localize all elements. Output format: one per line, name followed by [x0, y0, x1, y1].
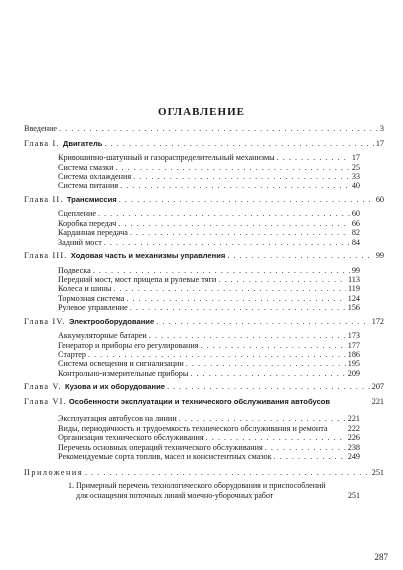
- toc-item-page: 40: [351, 181, 360, 191]
- leader-dots: [104, 139, 373, 150]
- chapter-page: 221: [371, 396, 384, 406]
- toc-item: [0, 163, 403, 172]
- chapter-title: Трансмиссия: [66, 194, 117, 204]
- toc-entry-intro: [0, 124, 403, 135]
- toc-item-page: 33: [351, 172, 360, 181]
- toc-item-label: Рулевое управление: [58, 303, 128, 313]
- appendix-page: 251: [371, 467, 384, 477]
- toc-item: [0, 331, 403, 340]
- leader-dots: [179, 414, 346, 423]
- toc-item-page: 177: [347, 340, 360, 350]
- leader-dots: [265, 443, 346, 452]
- toc-item: [0, 433, 403, 442]
- toc-item-label: Подвеска: [58, 265, 91, 275]
- leader-dots: [126, 294, 345, 303]
- toc-item-label: Коробка передач: [58, 218, 117, 228]
- toc-item: [0, 341, 403, 350]
- chapter-number: Глава III.: [24, 251, 68, 261]
- leader-dots: [167, 382, 370, 393]
- toc-item-page: 195: [347, 359, 360, 369]
- toc-item-page: 82: [351, 228, 360, 238]
- toc-item-page: 17: [351, 153, 360, 163]
- toc-item-label: Рекомендуемые сорта топлив, масел и консистентных смазок: [58, 452, 272, 462]
- chapter-heading: [0, 382, 403, 393]
- leader-dots: [59, 124, 378, 135]
- leader-dots: [218, 275, 346, 284]
- leader-dots: [274, 452, 346, 461]
- toc-entry-label: Введение: [24, 124, 58, 133]
- leader-dots: [277, 153, 350, 162]
- toc-item-page: 209: [347, 368, 360, 378]
- toc-item: [0, 294, 403, 303]
- toc-item-page: 66: [351, 218, 360, 228]
- toc-item: [0, 219, 403, 228]
- toc-item-page: 238: [347, 442, 360, 452]
- toc-item-label: Задний мост: [58, 237, 102, 247]
- toc-item-page: 119: [348, 284, 360, 294]
- toc-item-label: Система освещения и сигнализации: [58, 359, 184, 369]
- toc-item: [0, 238, 403, 247]
- toc-item: [0, 359, 403, 368]
- leader-dots: [133, 172, 350, 181]
- toc-item: [0, 153, 403, 162]
- toc-item-label: Организация технического обслуживания: [58, 433, 204, 443]
- toc-item-page: 113: [348, 275, 360, 285]
- chapter-heading: [0, 139, 403, 150]
- leader-dots: [118, 219, 350, 228]
- toc-item-page: 99: [351, 265, 360, 275]
- appendix-item-label: 1. Примерный перечень технологического оборудования и приспособлений для оснащения поточных линий моечно-уборочных работ: [68, 481, 326, 500]
- toc-item-label: Система охлаждения: [58, 172, 132, 181]
- leader-dots: [85, 468, 370, 479]
- toc-title: ОГЛАВЛЕНИЕ: [158, 106, 245, 118]
- leader-dots: [119, 195, 374, 206]
- toc-item-label: Карданная передача: [58, 228, 128, 238]
- chapter-heading: [0, 317, 403, 328]
- appendix-item-page: 251: [348, 490, 360, 500]
- leader-dots: [190, 369, 345, 378]
- leader-dots: [149, 331, 346, 340]
- toc-item-page: 186: [347, 350, 360, 360]
- chapter-heading: [0, 195, 403, 206]
- chapter-number: Глава IV.: [24, 316, 66, 326]
- toc-item: [0, 284, 403, 293]
- chapter-number: Глава VI.: [24, 396, 67, 406]
- page-number: 287: [374, 552, 388, 562]
- chapter-page: 99: [375, 251, 384, 261]
- appendix-heading: [0, 468, 403, 479]
- leader-dots: [104, 238, 350, 247]
- chapter-number: Глава II.: [24, 194, 64, 204]
- leader-dots: [98, 209, 350, 218]
- toc-item: [0, 350, 403, 359]
- toc-item: [0, 181, 403, 190]
- toc-item: [0, 275, 403, 284]
- toc-item-page: 25: [351, 162, 360, 172]
- toc-item-page: 156: [347, 303, 360, 313]
- chapter-page: 207: [371, 382, 384, 392]
- toc-item-label: Аккумуляторные батареи: [58, 331, 147, 341]
- toc-item-label: Генератор и приборы его регулирования: [58, 340, 199, 350]
- toc-item-page: 221: [347, 414, 360, 424]
- toc-item: [0, 303, 403, 312]
- toc-item-label: Передний мост, мост прицепа и рулевые тяги: [58, 275, 217, 285]
- leader-dots: [93, 266, 350, 275]
- leader-dots: [156, 317, 370, 328]
- toc-item: [0, 266, 403, 275]
- toc-item: [0, 443, 403, 452]
- appendix-label: Приложения: [24, 467, 84, 477]
- chapter-heading: [0, 251, 403, 262]
- toc-item-page: 124: [347, 293, 360, 303]
- toc-item: [0, 414, 403, 423]
- toc-item-label: Контрольно-измерительные приборы: [58, 368, 189, 378]
- appendix-item: [0, 481, 403, 500]
- toc-item-label: Эксплуатация автобусов на линии: [58, 414, 177, 424]
- leader-dots: [113, 284, 346, 293]
- leader-dots: [130, 303, 346, 312]
- toc-item-page: 222: [347, 423, 360, 433]
- toc-entry-page: 3: [379, 124, 384, 133]
- toc-item: [0, 228, 403, 237]
- toc-item-label: Тормозная система: [58, 293, 125, 303]
- leader-dots: [186, 359, 346, 368]
- toc-item: [0, 424, 403, 433]
- chapter-number: Глава V.: [24, 382, 62, 392]
- table-of-contents: [0, 124, 403, 500]
- leader-dots: [88, 350, 346, 359]
- toc-item-label: Система смазки: [58, 162, 114, 172]
- chapter-title: Ходовая часть и механизмы управления: [70, 251, 226, 261]
- toc-item: [0, 452, 403, 461]
- chapter-title: Кузова и их оборудование: [65, 382, 165, 392]
- leader-dots: [227, 251, 374, 262]
- toc-item-label: Стартер: [58, 350, 86, 360]
- leader-dots: [201, 341, 346, 350]
- toc-item-label: Кривошипно-шатунный и газораспределительный механизмы: [58, 153, 275, 163]
- chapter-number: Глава I.: [24, 138, 60, 148]
- toc-item-page: 173: [347, 331, 360, 341]
- toc-item-page: 60: [351, 209, 360, 219]
- toc-item-page: 84: [351, 237, 360, 247]
- chapter-page: 172: [371, 316, 384, 326]
- leader-dots: [206, 433, 346, 442]
- leader-dots: [120, 181, 350, 190]
- toc-item-page: 226: [347, 433, 360, 443]
- toc-item: [0, 209, 403, 218]
- toc-item-label: Перечень основных операций технического обслуживания: [58, 442, 263, 452]
- chapter-heading: [0, 397, 403, 408]
- chapter-page: 17: [375, 138, 384, 148]
- toc-item: [0, 369, 403, 378]
- chapter-page: 60: [375, 194, 384, 204]
- toc-item-label: Сцепление: [58, 209, 96, 219]
- leader-dots: [115, 163, 349, 172]
- toc-item-page: 249: [347, 452, 360, 462]
- chapter-title: Двигатель: [62, 138, 103, 148]
- chapter-title: Электрооборудование: [68, 316, 155, 326]
- toc-item-label: Колеса и шины: [58, 284, 112, 294]
- toc-item: [0, 172, 403, 181]
- leader-dots: [130, 228, 350, 237]
- toc-item-label: Виды, периодичность и трудоемкость технического обслуживания и ремонта: [58, 423, 328, 433]
- toc-item-label: Система питания: [58, 181, 119, 191]
- chapter-title: Особенности эксплуатации и технического обслуживания автобусов: [68, 396, 331, 406]
